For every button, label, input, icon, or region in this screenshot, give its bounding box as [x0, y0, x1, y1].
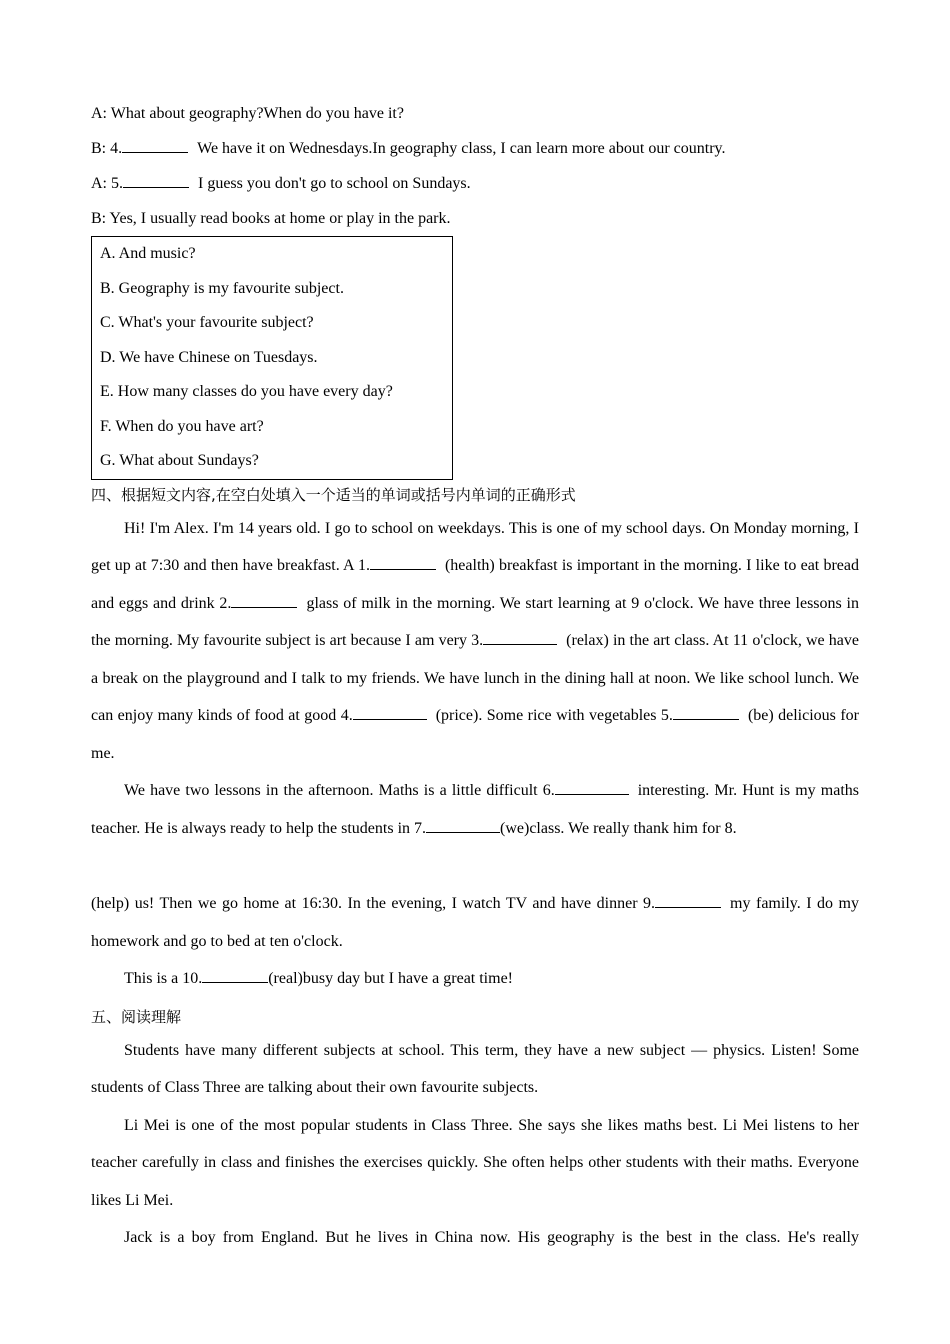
section-5-heading: 五、阅读理解 — [91, 1007, 182, 1026]
p1-text-5: (be) delicious for me. — [91, 707, 859, 762]
option-e: E. How many classes do you have every day? — [100, 383, 393, 400]
option-f: F. When do you have art? — [100, 417, 264, 435]
fill-blank-8-gap — [91, 847, 859, 885]
dialogue-b4-prefix: B: 4. — [91, 140, 123, 157]
p2-text-1: interesting. Mr. Hunt is my maths teacher. He is always ready to help the students in 7. — [91, 782, 860, 837]
dialogue-line-b4 — [91, 131, 859, 166]
section-4-paragraph-1 — [91, 510, 859, 773]
dialogue-line-a5 — [91, 166, 859, 201]
fill-blank-9[interactable] — [655, 906, 721, 908]
dialogue-line-a1: A: What about geography?When do you have it? — [91, 105, 404, 122]
fill-blank-3[interactable] — [483, 643, 557, 645]
section-4-paragraph-4 — [91, 960, 859, 998]
fill-blank-5[interactable] — [673, 718, 739, 720]
dialogue-a5-suffix: I guess you don't go to school on Sundays. — [198, 175, 471, 192]
p4-text-1: (real)busy day but I have a great time! — [268, 970, 513, 987]
option-a: A. And music? — [100, 245, 196, 262]
fill-blank-1[interactable] — [370, 568, 436, 570]
section-5-paragraph-2: Li Mei is one of the most popular students in Class Three. She says she likes maths best. Li Mei listens to her teacher carefully in class and finishes the exercises quickly. She often helps other students with their maths. Everyone likes Li Mei. — [91, 1116, 859, 1209]
fill-blank-7[interactable] — [426, 831, 500, 833]
option-c: C. What's your favourite subject? — [100, 314, 314, 331]
answer-blank-5[interactable] — [123, 186, 189, 188]
fill-blank-6[interactable] — [555, 793, 629, 795]
p3-text-0: (help) us! Then we go home at 16:30. In the evening, I watch TV and have dinner 9. — [91, 895, 656, 912]
p1-text-3: (relax) in the art class. At 11 o'clock, we have a break on the playground and I talk to my friends. We have lunch in the dining hall at noon. We like school lunch. We can enjoy many kinds of food at good 4. — [91, 632, 860, 724]
fill-blank-2[interactable] — [231, 606, 297, 608]
section-5-paragraph-1: Students have many different subjects at school. This term, they have a new subject — physics. Listen! Some students of Class Three are talking about their own favourite subjects. — [91, 1041, 859, 1096]
p1-text-4: (price). Some rice with vegetables 5. — [435, 707, 673, 724]
dialogue-b4-suffix: We have it on Wednesdays.In geography class, I can learn more about our country. — [197, 140, 726, 157]
p1-text-0: Hi! I'm Alex. I'm 14 years old. I go to school on weekdays. This is one of my school days. On Monday morning, I get up at 7:30 and then have breakfast. A 1. — [91, 519, 859, 574]
section-4-paragraph-3 — [91, 885, 859, 960]
fill-blank-10[interactable] — [202, 981, 268, 983]
fill-blank-4[interactable] — [353, 718, 427, 720]
section-4-paragraph-2 — [91, 772, 859, 847]
p3-text-1: my family. I do my homework and go to bed at ten o'clock. — [91, 895, 859, 950]
section-5-paragraph-3: Jack is a boy from England. But he lives in China now. His geography is the best in the class. He's really — [124, 1229, 859, 1246]
option-b: B. Geography is my favourite subject. — [100, 279, 344, 297]
p2-text-0: We have two lessons in the afternoon. Maths is a little difficult 6. — [124, 782, 555, 799]
p4-text-0: This is a 10. — [124, 970, 203, 987]
p1-text-1: (health) breakfast is important in the morning. I like to eat bread and eggs and drink 2. — [91, 557, 860, 612]
section-4-heading: 四、根据短文内容,在空白处填入一个适当的单词或括号内单词的正确形式 — [91, 485, 576, 504]
options-box — [91, 236, 453, 480]
document-page — [91, 96, 859, 1257]
option-g: G. What about Sundays? — [100, 452, 259, 469]
answer-blank-4[interactable] — [122, 151, 188, 153]
dialogue-line-b-last: B: Yes, I usually read books at home or play in the park. — [91, 210, 451, 227]
p1-text-2: glass of milk in the morning. We start learning at 9 o'clock. We have three lessons in the morning. My favourite subject is art because I am very 3. — [91, 594, 859, 649]
dialogue-a5-prefix: A: 5. — [91, 175, 123, 192]
p2-text-2: (we)class. We really thank him for 8. — [500, 819, 737, 837]
option-d: D. We have Chinese on Tuesdays. — [100, 348, 318, 366]
